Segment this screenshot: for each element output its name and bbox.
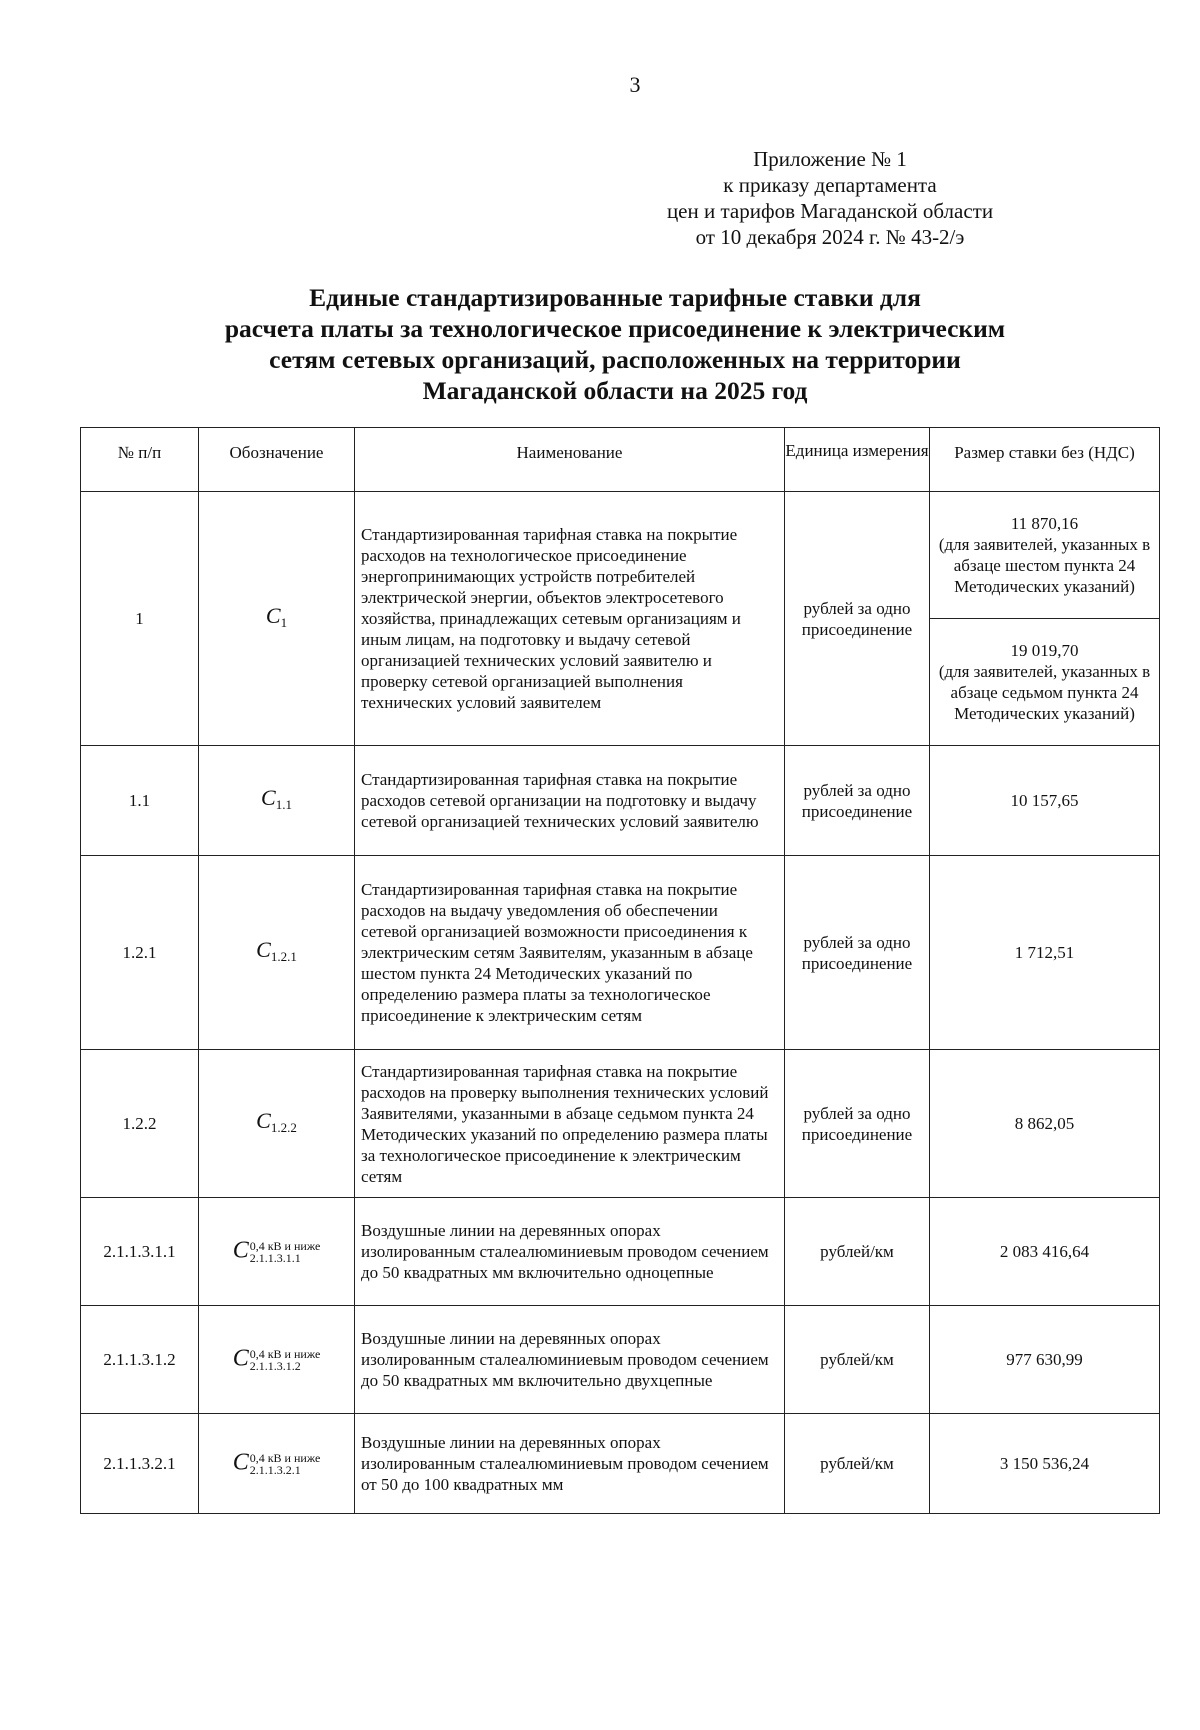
title-line-1: Единые стандартизированные тарифные ставки для [309, 283, 921, 312]
code-sup: 0,4 кВ и ниже [249, 1450, 321, 1465]
title-line-3: сетям сетевых организаций, расположенных на территории [269, 345, 961, 374]
rate-b-value: 19 019,70 [1010, 641, 1079, 660]
row-rate: 3 150 536,24 [930, 1414, 1160, 1514]
header-unit: Единица измерения [785, 428, 930, 492]
row-unit: рублей за одно присоединение [785, 1050, 930, 1198]
table-row [81, 1050, 1160, 1198]
rate-a-note: (для заявителей, указанных в абзаце шестом пункта 24 Методических указаний) [938, 535, 1151, 596]
row-unit: рублей/км [785, 1306, 930, 1414]
table-row [81, 492, 1160, 619]
row-num: 1.2.1 [81, 856, 199, 1050]
appendix-line-4: от 10 декабря 2024 г. № 43-2/э [695, 225, 965, 249]
row-code [199, 1306, 355, 1414]
table-row [81, 1306, 1160, 1414]
code-base: C [232, 1345, 249, 1372]
code-base: C [265, 602, 281, 628]
code-sub: 2.1.1.3.2.1 [249, 1462, 301, 1477]
row-num: 1 [81, 492, 199, 746]
code-base: C [261, 784, 276, 810]
row-unit: рублей/км [785, 1414, 930, 1514]
row-name: Воздушные линии на деревянных опорах изолированным сталеалюминиевым проводом сечением до 50 квадратных мм включительно двухцепные [355, 1306, 785, 1414]
header-num: № п/п [81, 428, 199, 492]
code-sup: 0,4 кВ и ниже [249, 1238, 321, 1253]
code-base: C [256, 936, 271, 962]
document-title [150, 282, 1080, 406]
header-name: Наименование [355, 428, 785, 492]
row-num: 1.1 [81, 746, 199, 856]
row-rate-b [930, 619, 1160, 746]
row-rate: 10 157,65 [930, 746, 1160, 856]
appendix-line-1: Приложение № 1 [753, 147, 907, 171]
row-num: 2.1.1.3.1.2 [81, 1306, 199, 1414]
row-name: Стандартизированная тарифная ставка на покрытие расходов на технологическое присоединение энергопринимающих устройств потребителей электрической энергии, объектов электросетевого хозяйства, принадлежащих сетевым организациям и иным лицам, на подготовку и выдачу сетевой организацией технических условий заявителю и проверку сетевой организацией выполнения технических условий заявителем [355, 492, 785, 746]
row-name: Стандартизированная тарифная ставка на покрытие расходов на проверку выполнения технических условий Заявителями, указанными в абзаце седьмом пункта 24 Методических указаний по определению размера платы за технологическое присоединение к электрическим сетям [355, 1050, 785, 1198]
header-rate: Размер ставки без (НДС) [930, 428, 1160, 492]
appendix-line-2: к приказу департамента [723, 173, 937, 197]
title-line-2: расчета платы за технологическое присоединение к электрическим [224, 314, 1006, 343]
row-code [199, 856, 355, 1050]
row-unit: рублей/км [785, 1198, 930, 1306]
rate-b-note: (для заявителей, указанных в абзаце седьмом пункта 24 Методических указаний) [938, 662, 1151, 723]
header-code: Обозначение [199, 428, 355, 492]
code-sup: 0,4 кВ и ниже [249, 1346, 321, 1361]
appendix-header [640, 146, 1020, 250]
table-row [81, 856, 1160, 1050]
row-unit: рублей за одно присоединение [785, 856, 930, 1050]
row-unit: рублей за одно присоединение [785, 746, 930, 856]
code-sub: 2.1.1.3.1.1 [249, 1250, 301, 1265]
row-name: Воздушные линии на деревянных опорах изолированным сталеалюминиевым проводом сечением до 50 квадратных мм включительно одноцепные [355, 1198, 785, 1306]
row-code [199, 1414, 355, 1514]
row-rate: 977 630,99 [930, 1306, 1160, 1414]
code-base: C [232, 1237, 249, 1264]
code-base: C [256, 1107, 271, 1133]
row-rate: 8 862,05 [930, 1050, 1160, 1198]
row-rate-a [930, 492, 1160, 619]
row-num: 2.1.1.3.1.1 [81, 1198, 199, 1306]
row-code [199, 1198, 355, 1306]
tariff-rates-table [80, 427, 1160, 1514]
row-code [199, 492, 355, 746]
table-row [81, 746, 1160, 856]
table-row [81, 1198, 1160, 1306]
row-unit: рублей за одно присоединение [785, 492, 930, 746]
code-sub: 2.1.1.3.1.2 [249, 1358, 301, 1373]
row-name: Стандартизированная тарифная ставка на покрытие расходов на выдачу уведомления об обеспечении сетевой организацией возможности присоединения к электрическим сетям Заявителям, указанным в абзаце шестом пункта 24 Методических указаний по определению размера платы за технологическое присоединение к электрическим сетям [355, 856, 785, 1050]
row-name: Воздушные линии на деревянных опорах изолированным сталеалюминиевым проводом сечением от 50 до 100 квадратных мм [355, 1414, 785, 1514]
code-base: C [232, 1449, 249, 1476]
code-sub: 1.2.2 [270, 1119, 297, 1135]
row-num: 1.2.2 [81, 1050, 199, 1198]
row-code [199, 746, 355, 856]
code-sub: 1 [280, 614, 288, 630]
row-code [199, 1050, 355, 1198]
code-sub: 1.2.1 [270, 948, 297, 964]
row-num: 2.1.1.3.2.1 [81, 1414, 199, 1514]
appendix-line-3: цен и тарифов Магаданской области [666, 199, 994, 223]
row-rate: 2 083 416,64 [930, 1198, 1160, 1306]
row-name: Стандартизированная тарифная ставка на покрытие расходов сетевой организации на подготовку и выдачу сетевой организацией технических условий заявителю [355, 746, 785, 856]
rate-a-value: 11 870,16 [1010, 514, 1079, 533]
table-row [81, 1414, 1160, 1514]
row-rate: 1 712,51 [930, 856, 1160, 1050]
title-line-4: Магаданской области на 2025 год [422, 376, 808, 405]
code-sub: 1.1 [275, 796, 292, 812]
table-header-row [81, 428, 1160, 492]
page-number: 3 [629, 72, 641, 97]
